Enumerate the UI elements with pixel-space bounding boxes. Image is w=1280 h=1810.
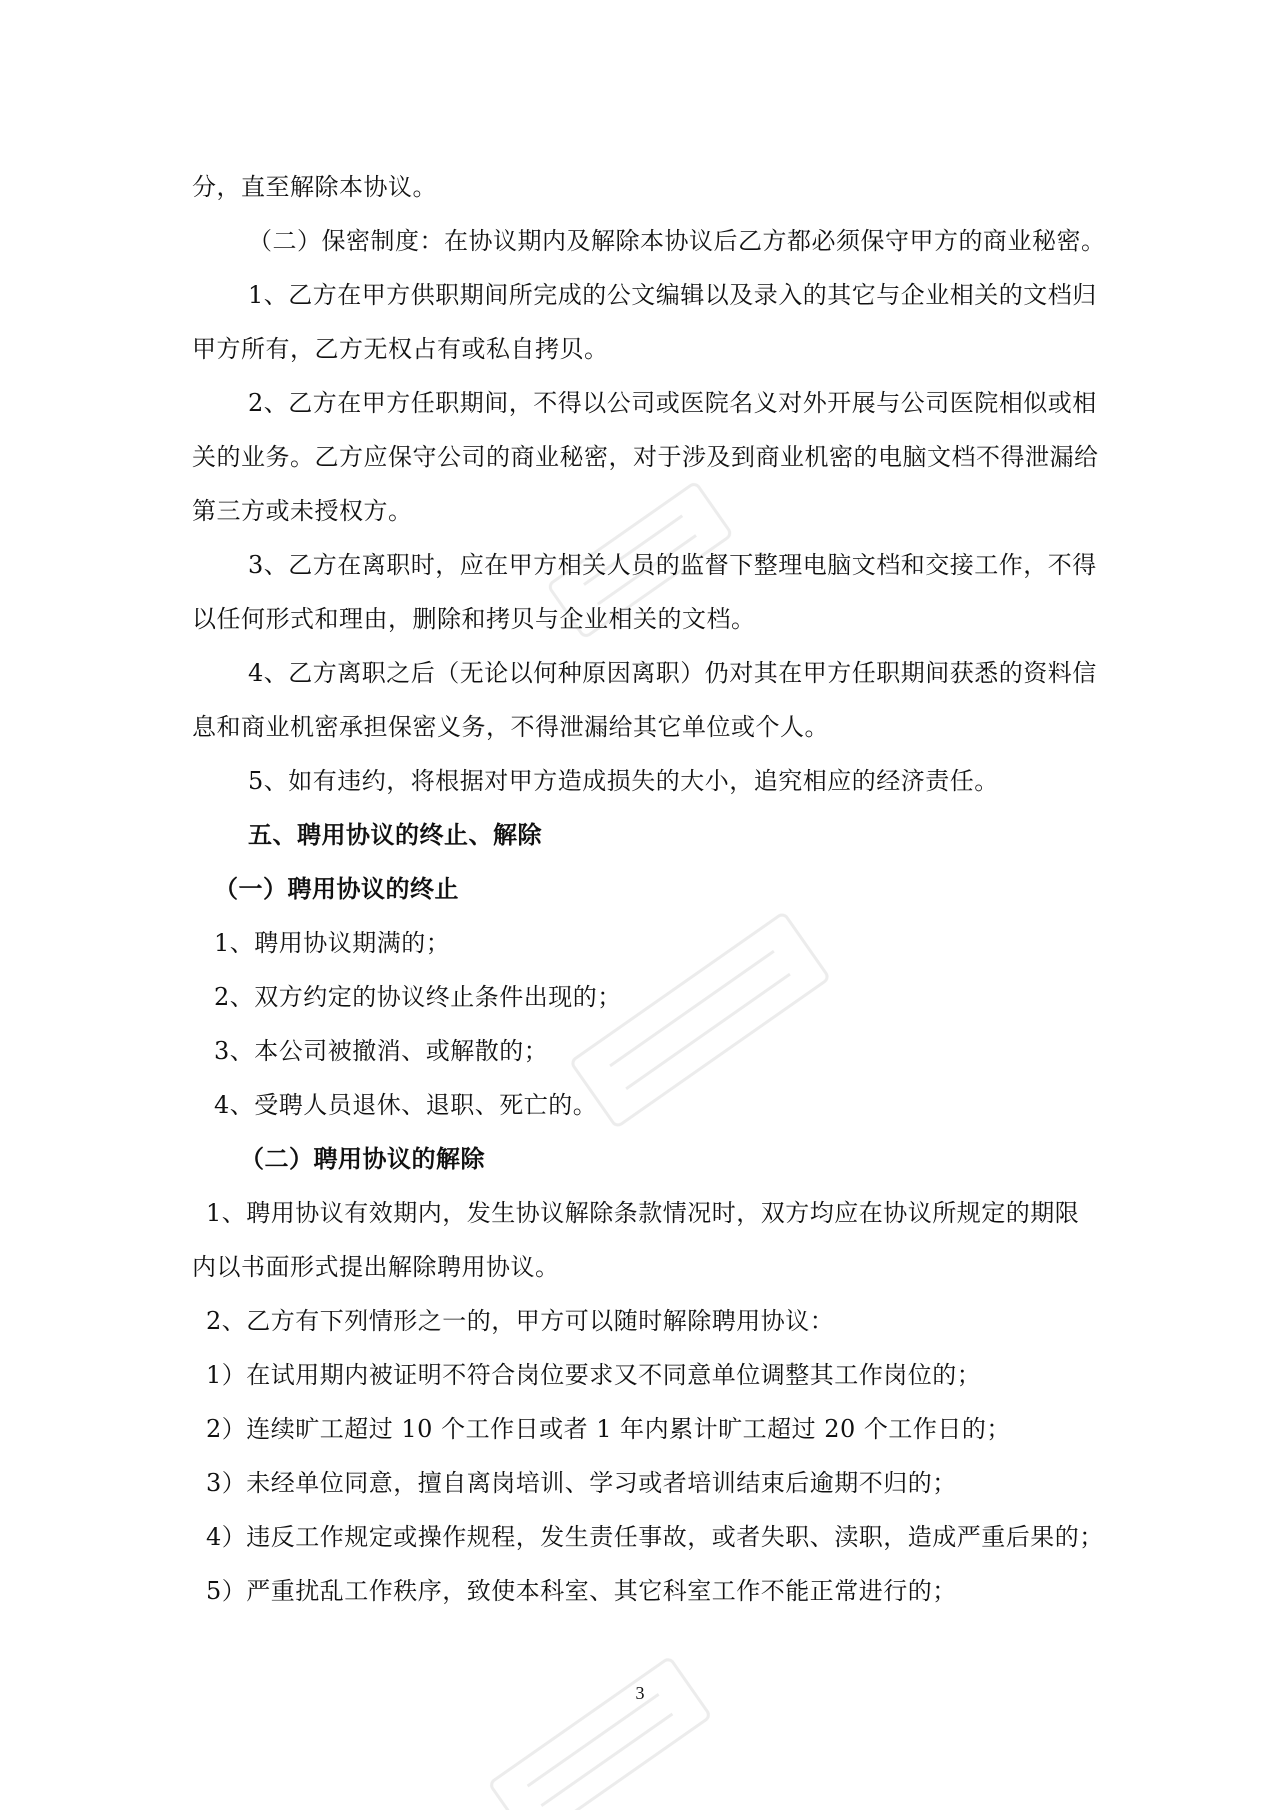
paragraph-line: 分，直至解除本协议。 xyxy=(192,173,437,201)
page-number: 3 xyxy=(635,1683,645,1703)
paragraph-line: 4、乙方离职之后（无论以何种原因离职）仍对其在甲方任职期间获悉的资料信 xyxy=(248,659,1097,687)
paragraph-line: 3、乙方在离职时，应在甲方相关人员的监督下整理电脑文档和交接工作，不得 xyxy=(248,551,1097,579)
paragraph-line: 5、如有违约，将根据对甲方造成损失的大小，追究相应的经济责任。 xyxy=(248,767,999,795)
list-item: 5）严重扰乱工作秩序，致使本科室、其它科室工作不能正常进行的； xyxy=(206,1577,957,1605)
list-item: 1）在试用期内被证明不符合岗位要求又不同意单位调整其工作岗位的； xyxy=(206,1361,982,1389)
list-item: 1、聘用协议期满的； xyxy=(214,929,451,957)
list-item: 2）连续旷工超过 10 个工作日或者 1 年内累计旷工超过 20 个工作日的； xyxy=(206,1415,1011,1443)
list-item: 3）未经单位同意，擅自离岗培训、学习或者培训结束后逾期不归的； xyxy=(206,1469,957,1497)
section-heading: 五、聘用协议的终止、解除 xyxy=(248,820,542,849)
list-item: 4）违反工作规定或操作规程，发生责任事故，或者失职、渎职，造成严重后果的； xyxy=(206,1523,1104,1551)
list-item: 3、本公司被撤消、或解散的； xyxy=(214,1037,549,1065)
paragraph-line: 息和商业机密承担保密义务，不得泄漏给其它单位或个人。 xyxy=(192,713,829,741)
paragraph-line: 甲方所有，乙方无权占有或私自拷贝。 xyxy=(192,335,609,363)
paragraph-line: （二）保密制度：在协议期内及解除本协议后乙方都必须保守甲方的商业秘密。 xyxy=(248,227,1106,255)
paragraph-line: 以任何形式和理由，删除和拷贝与企业相关的文档。 xyxy=(192,605,756,633)
paragraph-line: 第三方或未授权方。 xyxy=(192,497,413,525)
subsection-heading: （二）聘用协议的解除 xyxy=(240,1144,485,1173)
subsection-heading: （一）聘用协议的终止 xyxy=(214,874,459,903)
watermark-stamp-bottom xyxy=(489,1657,711,1810)
paragraph-line: 2、乙方在甲方任职期间，不得以公司或医院名义对外开展与公司医院相似或相 xyxy=(248,389,1097,417)
paragraph-line: 2、乙方有下列情形之一的，甲方可以随时解除聘用协议： xyxy=(206,1307,835,1335)
document-page xyxy=(192,160,1152,1618)
paragraph-line: 1、乙方在甲方供职期间所完成的公文编辑以及录入的其它与企业相关的文档归 xyxy=(248,281,1097,309)
list-item: 2、双方约定的协议终止条件出现的； xyxy=(214,983,622,1011)
paragraph-line: 1、聘用协议有效期内，发生协议解除条款情况时，双方均应在协议所规定的期限 xyxy=(206,1199,1080,1227)
list-item: 4、受聘人员退休、退职、死亡的。 xyxy=(214,1091,598,1119)
paragraph-line: 关的业务。乙方应保守公司的商业秘密，对于涉及到商业机密的电脑文档不得泄漏给 xyxy=(192,443,1099,471)
paragraph-line: 内以书面形式提出解除聘用协议。 xyxy=(192,1253,560,1281)
